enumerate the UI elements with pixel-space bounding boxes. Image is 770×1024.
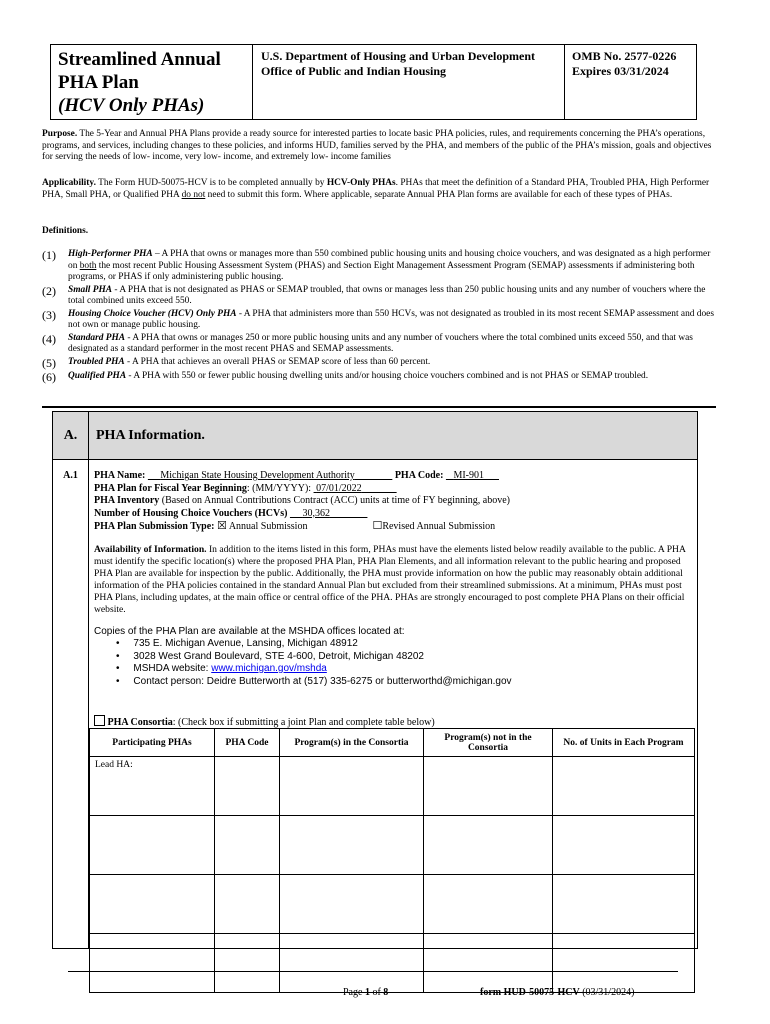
definition-number: (5) <box>42 355 56 370</box>
submission-type-label: PHA Plan Submission Type: <box>94 521 215 532</box>
form-identifier <box>480 987 634 998</box>
pha-code-label: PHA Code <box>394 470 441 481</box>
availability-paragraph <box>94 544 694 616</box>
table-cell[interactable] <box>215 934 280 993</box>
fiscal-year-format: : (MM/YYYY): <box>246 482 312 494</box>
table-cell[interactable] <box>553 875 695 934</box>
table-cell[interactable] <box>280 875 424 934</box>
vouchers-label: Number of Housing Choice Vouchers (HCVs) <box>94 507 288 519</box>
table-row <box>90 934 695 993</box>
submission-type-line <box>94 520 697 534</box>
definition-item <box>42 333 722 356</box>
applicability-underline: do not <box>181 189 206 200</box>
consortia-checkbox[interactable] <box>94 715 105 726</box>
subsection-a1-content <box>89 460 697 949</box>
section-a <box>52 411 698 949</box>
definition-text: - A PHA with 550 or fewer public housing dwelling units and/or housing choice vouchers combined and is not PHAS or SEMAP troubled. <box>126 370 649 381</box>
table-cell[interactable] <box>424 816 553 875</box>
form-title-line2: PHA Plan <box>58 72 139 93</box>
definition-item <box>42 371 722 384</box>
table-cell[interactable] <box>553 934 695 993</box>
purpose-label: Purpose. <box>42 129 78 139</box>
list-item: • 3028 West Grand Boulevard, STE 4-600, Detroit, Michigan 48202 <box>116 650 424 662</box>
department-cell <box>253 45 565 119</box>
table-cell[interactable] <box>553 757 695 816</box>
table-row <box>90 757 695 816</box>
definition-number: (4) <box>42 331 56 346</box>
form-title-line3: (HCV Only PHAs) <box>58 95 205 116</box>
table-cell[interactable] <box>424 757 553 816</box>
definition-text: the most recent Public Housing Assessment System (PHAS) and Section Eight Management Assessment Program (SEMAP) assessments if administering both programs, or PHAS if only administering public housing. <box>68 260 695 282</box>
office-name: Office of Public and Indian Housing <box>261 64 447 78</box>
fiscal-year-line <box>94 483 697 496</box>
annual-submission-checkbox[interactable]: ☒ <box>217 519 227 532</box>
pha-name-field[interactable] <box>148 470 392 481</box>
omb-number: OMB No. 2577-0226 <box>572 49 677 63</box>
column-header: Program(s) in the Consortia <box>280 729 424 757</box>
table-cell[interactable] <box>90 934 215 993</box>
section-divider <box>42 406 716 408</box>
table-cell[interactable] <box>215 875 280 934</box>
pha-code-value: MI-901 <box>453 470 484 481</box>
page-current: 1 <box>364 987 370 998</box>
list-item: • 735 E. Michigan Avenue, Lansing, Michigan 48912 <box>116 638 358 649</box>
availability-label: Availability of Information. <box>94 543 207 555</box>
column-header: Participating PHAs <box>90 729 215 757</box>
applicability-text-b: . PHAs that meet the definition of a Standard PHA, Troubled PHA, High Performer PHA, Small PHA, or Qualified PHA <box>42 178 710 200</box>
pha-code-field[interactable] <box>446 470 499 481</box>
pha-name-label: PHA Name <box>94 470 143 481</box>
definition-term: Housing Choice Voucher (HCV) Only PHA <box>68 308 237 319</box>
section-a-header <box>53 412 697 460</box>
list-item: • MSHDA website: www.michigan.gov/mshda <box>116 663 327 674</box>
form-date: (03/31/2024) <box>579 987 635 998</box>
location-list <box>94 638 697 688</box>
definition-text: - A PHA that is not designated as PHAS or SEMAP troubled, that owns or manages less than 250 public housing units and any number of vouchers where the total combined units exceed 550. <box>68 284 706 306</box>
pha-name-line: PHA Name: Michigan State Housing Development Authority PHA Code: MI-901 <box>94 470 697 483</box>
form-id: form HUD-50075-HCV <box>480 987 580 998</box>
page-of: of <box>369 987 384 998</box>
section-letter: A. <box>53 412 89 459</box>
inventory-text: (Based on Annual Contributions Contract (ACC) units at time of FY beginning, above) <box>161 495 510 506</box>
fiscal-year-label: PHA Plan for Fiscal Year Beginning <box>94 482 247 494</box>
availability-text: In addition to the items listed in this form, PHAs must have the elements listed below readily available to the public. A PHA must identify the specific location(s) where the proposed PHA Plan, PHA Plan Elements, and all information relevant to the public hearing and proposed PHA Plan are available for inspection by the public. Additionally, the PHA must provide information on how the public may reasonably obtain additional information of the PHA policies contained in the standard Annual Plan but excluded from their streamlined submissions. At a minimum, PHAs must post PHA Plans, including updates, at the main office or central office of the PHA. PHAs are strongly encouraged to post complete PHA Plans on their official website. <box>94 543 686 615</box>
consortia-text: : (Check box if submitting a joint Plan and complete table below) <box>172 717 435 728</box>
definition-number: (2) <box>42 283 56 298</box>
definition-number: (1) <box>42 248 56 262</box>
fiscal-year-value: 07/01/2022 <box>316 482 362 494</box>
omb-cell <box>565 45 696 119</box>
expiration-date: Expires 03/31/2024 <box>572 64 669 78</box>
column-header: PHA Code <box>215 729 280 757</box>
table-cell[interactable] <box>424 934 553 993</box>
lead-ha-label: Lead HA: <box>95 760 133 770</box>
subsection-number: A.1 <box>53 460 89 949</box>
footer-divider <box>68 971 678 972</box>
table-row <box>90 875 695 934</box>
pha-name-value: Michigan State Housing Development Authority <box>160 470 355 481</box>
form-header <box>50 44 697 120</box>
column-header: No. of Units in Each Program <box>553 729 695 757</box>
department-name: U.S. Department of Housing and Urban Development <box>261 49 536 63</box>
website-link[interactable]: www.michigan.gov/mshda <box>211 663 327 674</box>
definition-text: - A PHA that owns or manages 250 or more public housing units and any number of vouchers where the total combined units exceed 550, and that was designated as a standard performer in the most recent PHAS and SEMAP assessments. <box>68 332 693 354</box>
revised-submission-checkbox[interactable]: ☐ <box>372 519 383 532</box>
consortia-table <box>89 728 695 993</box>
location-text: 3028 West Grand Boulevard, STE 4-600, Detroit, Michigan 48202 <box>133 650 424 662</box>
definitions-list <box>42 249 722 385</box>
definition-text: - A PHA that achieves an overall PHAS or SEMAP score of less than 60 percent. <box>124 356 431 367</box>
definition-item <box>42 357 722 370</box>
applicability-bold: HCV-Only PHAs <box>326 178 396 188</box>
lead-ha-cell[interactable] <box>90 757 215 816</box>
definition-term: Qualified PHA <box>68 370 127 381</box>
table-cell[interactable] <box>90 816 215 875</box>
column-header: Program(s) not in the Consortia <box>424 729 553 757</box>
fiscal-year-field[interactable] <box>314 483 397 494</box>
list-item: • Contact person: Deidre Butterworth at (517) 335-6275 or butterworthd@michigan.gov <box>116 675 512 687</box>
page-prefix: Page <box>343 987 365 998</box>
definitions-label: Definitions. <box>42 226 89 236</box>
purpose-text: The 5-Year and Annual PHA Plans provide a ready source for interested parties to locate basic PHA policies, rules, and requirements concerning the PHA’s operations, programs, and services, including changes to these policies, and informs HUD, families served by the PHA, and members of the public of the PHA’s mission, goals and objectives for serving the needs of low- income, very low- income, and extremely low- income families <box>42 129 712 162</box>
applicability-paragraph <box>42 178 717 201</box>
definition-number: (6) <box>42 369 56 384</box>
definition-item <box>42 285 722 308</box>
inventory-label: PHA Inventory <box>94 495 160 506</box>
table-cell[interactable] <box>280 757 424 816</box>
purpose-paragraph <box>42 129 717 164</box>
definition-term: High-Performer PHA <box>68 249 153 259</box>
form-title-cell <box>51 45 253 119</box>
table-cell[interactable] <box>90 875 215 934</box>
form-title-line1: Streamlined Annual <box>58 49 221 70</box>
section-title: PHA Information. <box>96 428 205 443</box>
page-total: 8 <box>383 987 389 998</box>
applicability-label: Applicability. <box>42 178 96 188</box>
table-cell[interactable] <box>280 934 424 993</box>
contact-text: Contact person: Deidre Butterworth at (517) 335-6275 or butterworthd@michigan.gov <box>133 675 512 687</box>
definition-text: – A PHA that owns or manages more than 550 combined public housing units and housing choice vouchers, and was designated as a high performer on <box>68 249 711 271</box>
table-cell[interactable] <box>424 875 553 934</box>
vouchers-field[interactable] <box>290 508 368 519</box>
table-cell[interactable] <box>215 757 280 816</box>
definition-item <box>42 309 722 332</box>
table-row <box>90 816 695 875</box>
vouchers-line <box>94 508 697 521</box>
applicability-text-c: need to submit this form. Where applicable, separate Annual PHA Plan forms are available for each of these types of PHAs. <box>205 189 673 200</box>
page-number <box>343 987 388 998</box>
copies-intro: Copies of the PHA Plan are available at the MSHDA offices located at: <box>94 625 405 637</box>
definition-item <box>42 249 722 284</box>
applicability-text-a: The Form HUD-50075-HCV is to be completed annually by <box>98 178 327 188</box>
definition-term: Standard PHA <box>68 332 126 343</box>
location-text: 735 E. Michigan Avenue, Lansing, Michigan 48912 <box>133 638 358 649</box>
vouchers-value: 30,362 <box>302 507 330 519</box>
definition-term: Small PHA <box>68 284 113 295</box>
definition-text: - A PHA that administers more than 550 HCVs, was not designated as troubled in its most recent SEMAP assessment and does not own or manage public housing. <box>68 308 714 330</box>
definition-underline: both <box>79 260 97 271</box>
revised-submission-label: Revised Annual Submission <box>382 521 496 532</box>
table-cell[interactable] <box>280 816 424 875</box>
table-cell[interactable] <box>215 816 280 875</box>
website-label: MSHDA website: <box>133 663 212 674</box>
definition-term: Troubled PHA <box>68 356 125 367</box>
annual-submission-label: Annual Submission <box>228 521 308 532</box>
table-header-row <box>90 729 695 757</box>
consortia-label: PHA Consortia <box>107 717 173 728</box>
definition-number: (3) <box>42 307 56 322</box>
table-cell[interactable] <box>553 816 695 875</box>
inventory-line <box>94 495 697 508</box>
